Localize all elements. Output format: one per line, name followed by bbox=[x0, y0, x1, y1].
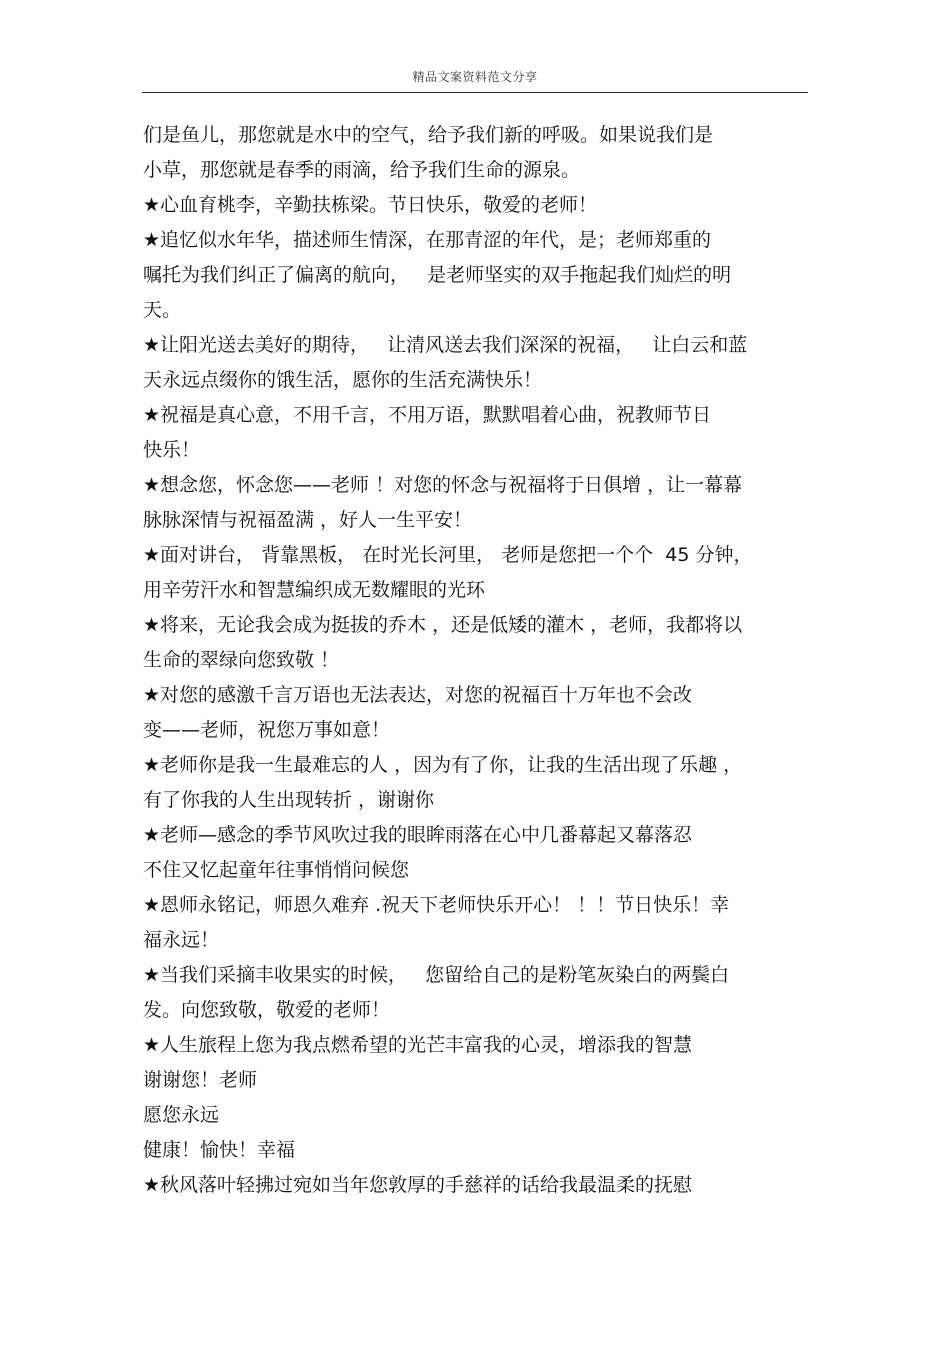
text-line: ★老师你是我一生最难忘的人 ，因为有了你，让我的生活出现了乐趣 ， bbox=[143, 754, 743, 776]
text-line: ★秋风落叶轻拂过宛如当年您敦厚的手慈祥的话给我最温柔的抚慰 bbox=[143, 1174, 693, 1196]
text-line: ★对您的感激千言万语也无法表达，对您的祝福百十万年也不会改 bbox=[143, 684, 693, 706]
text-line: ★追忆似水年华，描述师生情深，在那青涩的年代，是；老师郑重的 bbox=[143, 229, 712, 251]
text-line: 小草，那您就是春季的雨滴，给予我们生命的源泉。 bbox=[143, 159, 581, 181]
text-line: ★人生旅程上您为我点燃希望的光芒丰富我的心灵，增添我的智慧 bbox=[143, 1034, 693, 1056]
page-header bbox=[142, 64, 808, 93]
text-line: 用辛劳汗水和智慧编织成无数耀眼的光环 bbox=[143, 579, 486, 601]
text-line: ★将来，无论我会成为挺拔的乔木 ，还是低矮的灌木 ，老师，我都将以 bbox=[143, 614, 743, 636]
text-line: 天。 bbox=[143, 299, 182, 321]
text-line: 变——老师，祝您万事如意！ bbox=[143, 719, 391, 741]
text-line: ★让阳光送去美好的期待， 让清风送去我们深深的祝福， 让白云和蓝 bbox=[143, 334, 748, 356]
header-title: 精品文案资料范文分享 bbox=[412, 70, 538, 84]
document-body bbox=[143, 118, 808, 1203]
text-line: 健康！愉快！幸福 bbox=[143, 1139, 296, 1161]
text-line: 嘱托为我们纠正了偏离的航向， 是老师坚实的双手拖起我们灿烂的明 bbox=[143, 264, 732, 286]
text-line: 发。向您致敬，敬爱的老师！ bbox=[143, 999, 391, 1021]
text-line: 福永远！ bbox=[143, 929, 220, 951]
text-line: 谢谢您！老师 bbox=[143, 1069, 258, 1091]
text-line: ★心血育桃李，辛勤扶栋梁。节日快乐，敬爱的老师！ bbox=[143, 194, 598, 216]
text-line: ★祝福是真心意，不用千言，不用万语，默默唱着心曲，祝教师节日 bbox=[143, 404, 712, 426]
text-line: ★面对讲台， 背靠黑板， 在时光长河里， 老师是您把一个个 45 分钟， bbox=[143, 544, 753, 566]
text-line: 不住又忆起童年往事悄悄问候您 bbox=[143, 859, 410, 881]
text-line: 愿您永远 bbox=[143, 1104, 220, 1126]
text-line: 快乐！ bbox=[143, 439, 201, 461]
text-line: ★老师—感念的季节风吹过我的眼眸雨落在心中几番幕起又幕落忍 bbox=[143, 824, 693, 846]
text-line: ★恩师永铭记，师恩久难弃 .祝天下老师快乐开心！ ！！节日快乐！幸 bbox=[143, 894, 730, 916]
text-line: 脉脉深情与祝福盈满 ，好人一生平安！ bbox=[143, 509, 473, 531]
text-line: 们是鱼儿，那您就是水中的空气，给予我们新的呼吸。如果说我们是 bbox=[143, 124, 714, 146]
text-line: 天永远点缀你的饿生活，愿你的生活充满快乐！ bbox=[143, 369, 543, 391]
text-line: ★想念您，怀念您——老师 ！对您的怀念与祝福将于日俱增 ，让一幕幕 bbox=[143, 474, 743, 496]
text-line: 有了你我的人生出现转折 ，谢谢你 bbox=[143, 789, 435, 811]
text-line: 生命的翠绿向您致敬 ！ bbox=[143, 649, 340, 671]
text-line: ★当我们采摘丰收果实的时候， 您留给自己的是粉笔灰染白的两鬓白 bbox=[143, 964, 730, 986]
